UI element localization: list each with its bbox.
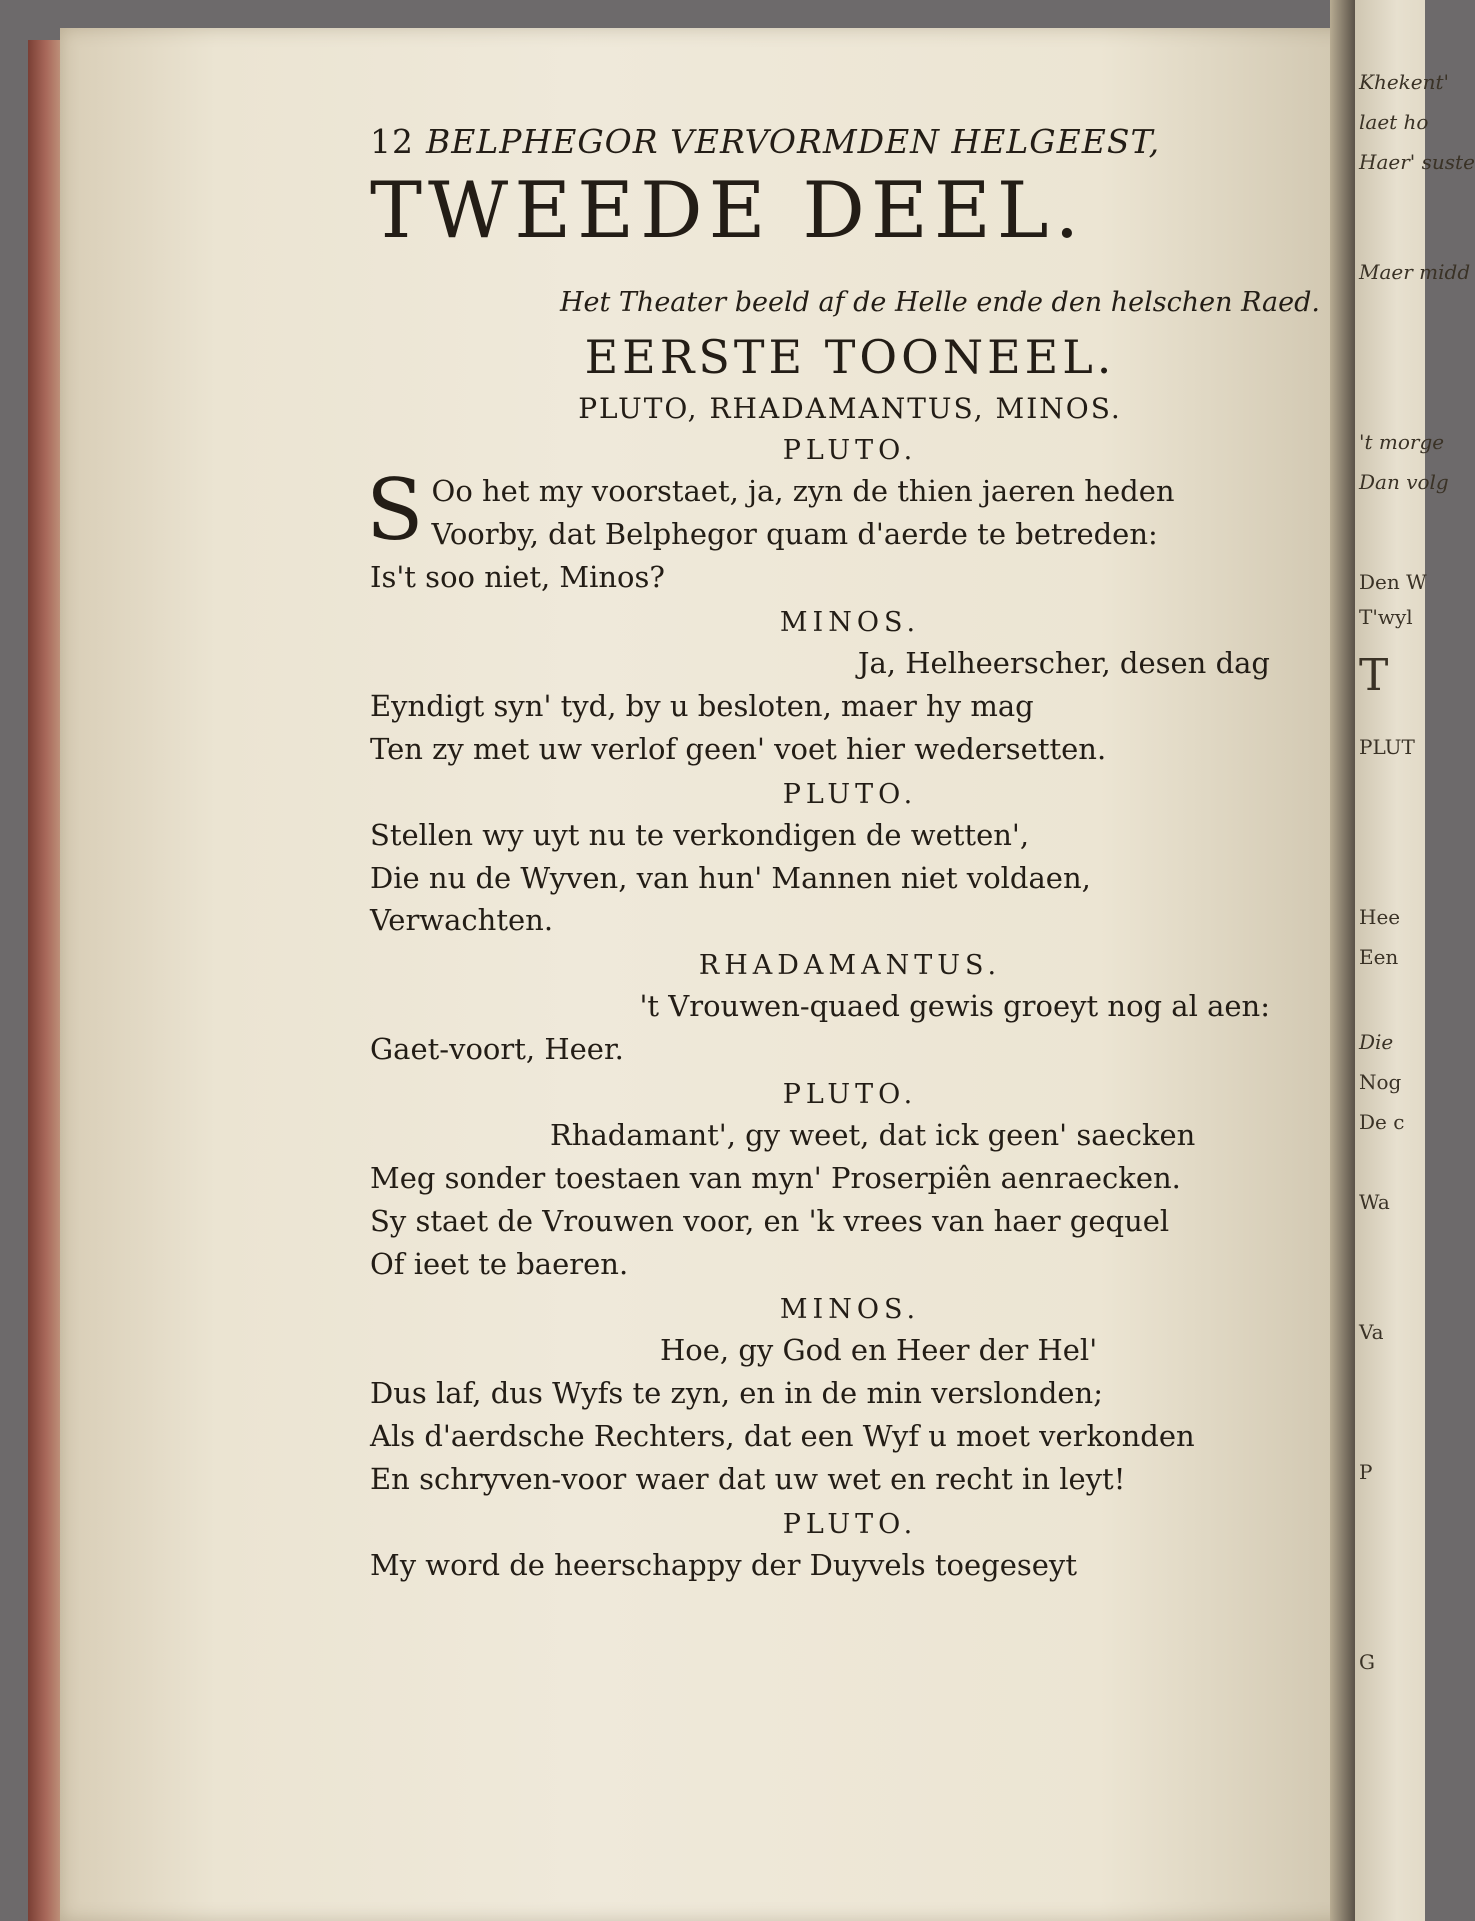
facing-page-fragment: T'wyl <box>1359 605 1413 629</box>
verse-line: Gaet-voort, Heer. <box>370 1032 624 1067</box>
verse-line: Eyndigt syn' tyd, by u besloten, maer hy mag <box>370 688 1034 723</box>
verse-line: Is't soo niet, Minos? <box>370 559 665 594</box>
verse-line: Dus laf, dus Wyfs te zyn, en in de min verslonden; <box>370 1375 1103 1410</box>
verse-line: 't Vrouwen-quaed gewis groeyt nog al aen: <box>639 989 1270 1024</box>
speaker-name: PLUTO. <box>782 434 918 466</box>
running-head <box>370 122 1330 161</box>
speaker-name: PLUTO. <box>782 778 918 810</box>
facing-page-fragment: Va <box>1359 1320 1384 1344</box>
speaker-name: PLUTO. <box>782 1079 918 1111</box>
facing-page-fragment: 't morge <box>1359 430 1445 454</box>
verse-line: Rhadamant', gy weet, dat ick geen' saecken <box>550 1118 1196 1153</box>
running-head-title: BELPHEGOR VERVORMDEN HELGEEST, <box>426 122 1161 161</box>
cast-list: PLUTO, RHADAMANTUS, MINOS. <box>578 391 1122 425</box>
verse-line: Oo het my voorstaet, ja, zyn de thien jaeren heden <box>431 473 1175 508</box>
facing-page-fragment: G <box>1359 1650 1375 1674</box>
verse-line: Of ieet te baeren. <box>370 1247 629 1282</box>
facing-page-fragment: Khekent' <box>1359 70 1450 94</box>
facing-page-fragment: T <box>1359 650 1389 701</box>
facing-page-fragment: Nog <box>1359 1070 1402 1094</box>
verse-line: Verwachten. <box>370 903 554 938</box>
scene-title: EERSTE TOONEEL. <box>584 329 1116 384</box>
stage-setting: Het Theater beeld af de Helle ende den helschen Raed. <box>559 286 1320 318</box>
facing-page-fragment: Die <box>1359 1030 1394 1054</box>
part-title: TWEEDE DEEL. <box>370 166 1086 256</box>
verse-line: Ten zy met uw verlof geen' voet hier wedersetten. <box>370 731 1107 766</box>
facing-page-fragment: Den W <box>1359 570 1427 594</box>
facing-page-fragment: laet ho <box>1359 110 1429 134</box>
verse-line: Meg sonder toestaen van myn' Proserpiên aenraecken. <box>370 1161 1181 1196</box>
facing-page-fragment: Maer midd <box>1359 260 1471 284</box>
facing-page-fragment: Hee <box>1359 905 1401 929</box>
speaker-name: MINOS. <box>779 606 921 638</box>
facing-page-fragment: De c <box>1359 1110 1405 1134</box>
verse-line: Als d'aerdsche Rechters, dat een Wyf u moet verkonden <box>370 1418 1195 1453</box>
facing-page-fragment: Wa <box>1359 1190 1390 1214</box>
verse-line: Sy staet de Vrouwen voor, en 'k vrees van haer gequel <box>370 1204 1170 1239</box>
facing-page-fragment: Haer' suste <box>1359 150 1475 174</box>
verse-line: Stellen wy uyt nu te verkondigen de wetten', <box>370 817 1030 852</box>
facing-page-fragment: Een <box>1359 945 1399 969</box>
verse-line: Ja, Helheerscher, desen dag <box>857 645 1270 680</box>
verse-line: En schryven-voor waer dat uw wet en recht in leyt! <box>370 1461 1126 1496</box>
verse-line: Voorby, dat Belphegor quam d'aerde te betreden: <box>431 516 1158 551</box>
page-number: 12 <box>370 122 414 161</box>
facing-page-edge <box>1355 0 1475 1921</box>
verse-line: Hoe, gy God en Heer der Hel' <box>660 1333 1098 1368</box>
facing-page-fragment: Dan volg <box>1359 470 1449 494</box>
speaker-name: RHADAMANTUS. <box>698 950 1002 982</box>
speech-block <box>366 460 1330 559</box>
speaker-name: PLUTO. <box>782 1508 918 1540</box>
verse-line: My word de heerschappy der Duyvels toegeseyt <box>370 1547 1077 1582</box>
verse-line: Die nu de Wyven, van hun' Mannen niet voldaen, <box>370 860 1091 895</box>
facing-page-fragment: PLUT <box>1359 735 1415 759</box>
drop-cap: S <box>366 460 424 559</box>
facing-page-fragment: P <box>1359 1460 1373 1484</box>
page-text-column <box>366 122 1330 1587</box>
speaker-name: MINOS. <box>779 1293 921 1325</box>
